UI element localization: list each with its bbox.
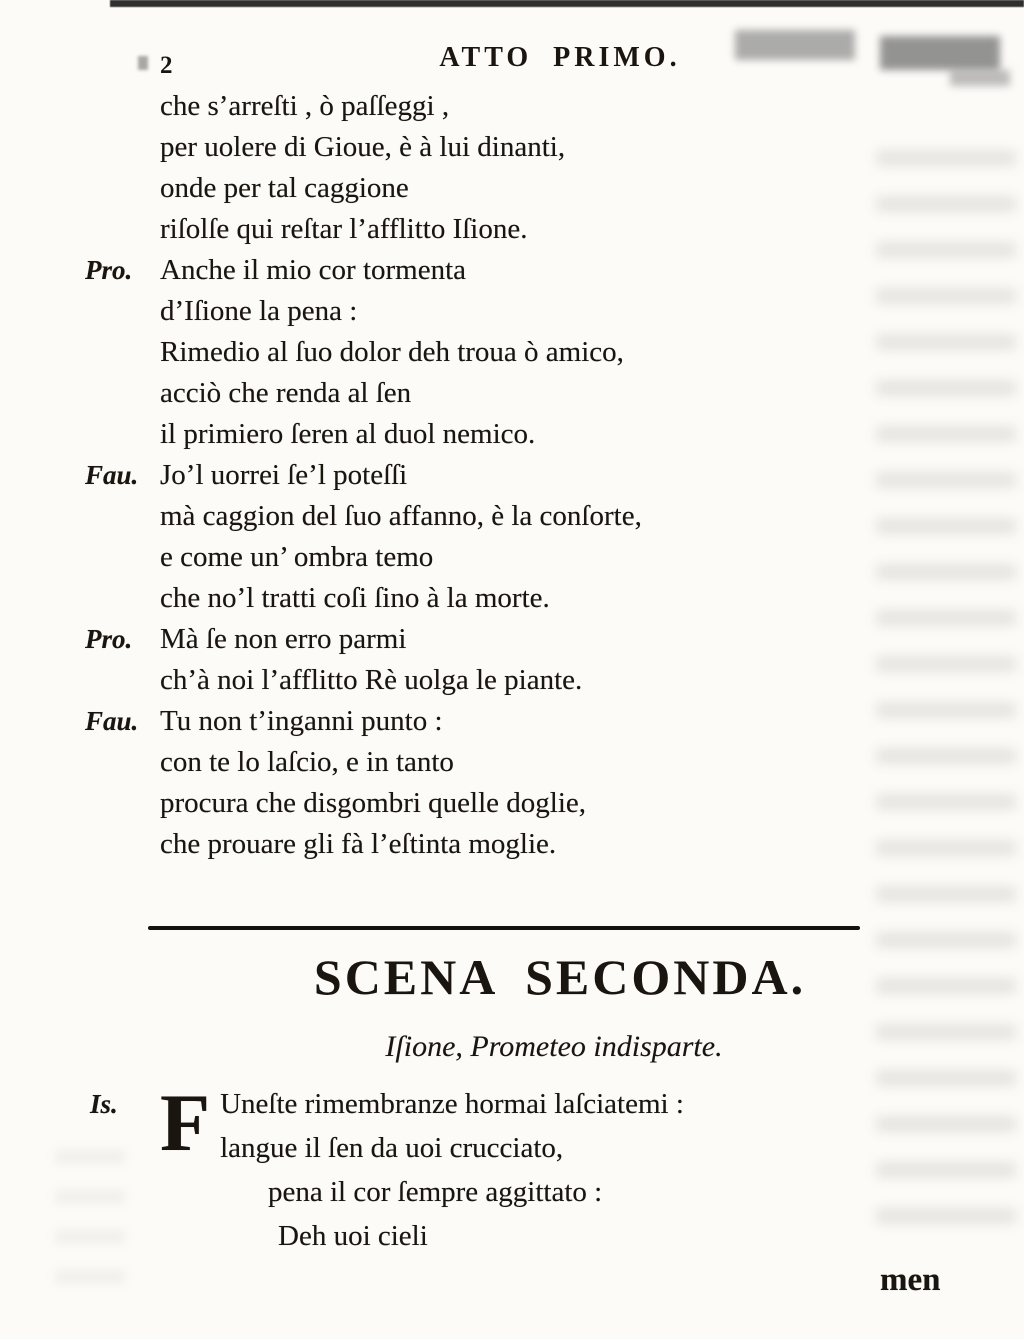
speech-block <box>85 455 855 619</box>
verse-line: procura che disgombri quelle doglie, <box>160 787 587 819</box>
verse-line: mà caggion del ſuo affanno, è la conſorte, <box>160 500 642 532</box>
speaker-label <box>85 86 160 250</box>
verse-line: che s’arreſti , ò paſſeggi , <box>160 90 450 122</box>
speech-lines <box>160 701 855 865</box>
dialogue-section <box>85 86 855 865</box>
speaker-label: Pro. <box>85 624 133 654</box>
verse-line: Anche il mio cor tormenta <box>160 254 467 286</box>
page-header <box>0 42 1024 82</box>
speaker-label: Fau. <box>85 706 139 736</box>
speech-lines <box>160 455 855 619</box>
verse-line: ch’à noi l’afflitto Rè uolga le piante. <box>160 664 583 696</box>
scene-characters: Iſione, Prometeo indisparte. <box>385 1030 723 1063</box>
verse-line: pena il cor ſempre aggittato : <box>268 1176 603 1208</box>
verse-line: Rimedio al ſuo dolor deh troua ò amico, <box>160 336 624 368</box>
verse-line: acciò che renda al ſen <box>160 377 412 409</box>
verse-line: langue il ſen da uoi crucciato, <box>220 1132 564 1164</box>
scan-artifact <box>110 0 1024 7</box>
verse-line: con te lo laſcio, e in tanto <box>160 746 454 778</box>
page-number: 2 <box>160 52 173 79</box>
speech-lines <box>160 250 855 455</box>
verse-line: che no’l tratti coſi ſino à la morte. <box>160 582 550 614</box>
scene-dialogue <box>90 1077 890 1258</box>
running-header: ATTO PRIMO. <box>439 42 681 73</box>
speaker-label: Fau. <box>85 460 139 490</box>
verse-line: e come un’ ombra temo <box>160 541 434 573</box>
verse-line: riſolſe qui reſtar l’afflitto Iſione. <box>160 213 528 245</box>
speech-lines <box>160 619 855 701</box>
verse-line: per uolere di Gioue, è à lui dinanti, <box>160 131 566 163</box>
speaker-label: Pro. <box>85 255 133 285</box>
verse-line: onde per tal caggione <box>160 172 409 204</box>
speech-block <box>90 1077 890 1258</box>
speech-lines <box>160 86 855 250</box>
section-divider <box>148 926 860 930</box>
scene-title: SCENA SECONDA. <box>313 949 807 1005</box>
verse-line: che prouare gli fà l’eſtinta moglie. <box>160 828 557 860</box>
scan-artifact <box>876 150 1016 1240</box>
verse-line: d’Iſione la pena : <box>160 295 358 327</box>
speech-block <box>85 701 855 865</box>
verse-line: Mà ſe non erro parmi <box>160 623 407 655</box>
speaker-label: Is. <box>90 1089 118 1119</box>
speech-block <box>85 86 855 250</box>
speech-block <box>85 250 855 455</box>
speech-block <box>85 619 855 701</box>
catchword: men <box>880 1262 941 1298</box>
verse-line: Tu non t’inganni punto : <box>160 705 443 737</box>
verse-line: Deh uoi cieli <box>278 1220 428 1252</box>
verse-line: Jo’l uorrei ſe’l poteſſi <box>160 459 408 491</box>
verse-line: il primiero ſeren al duol nemico. <box>160 418 536 450</box>
drop-cap: F <box>160 1077 211 1168</box>
verse-line: Uneſte rimembranze hormai laſciatemi : <box>220 1088 684 1120</box>
speech-lines <box>160 1077 890 1258</box>
